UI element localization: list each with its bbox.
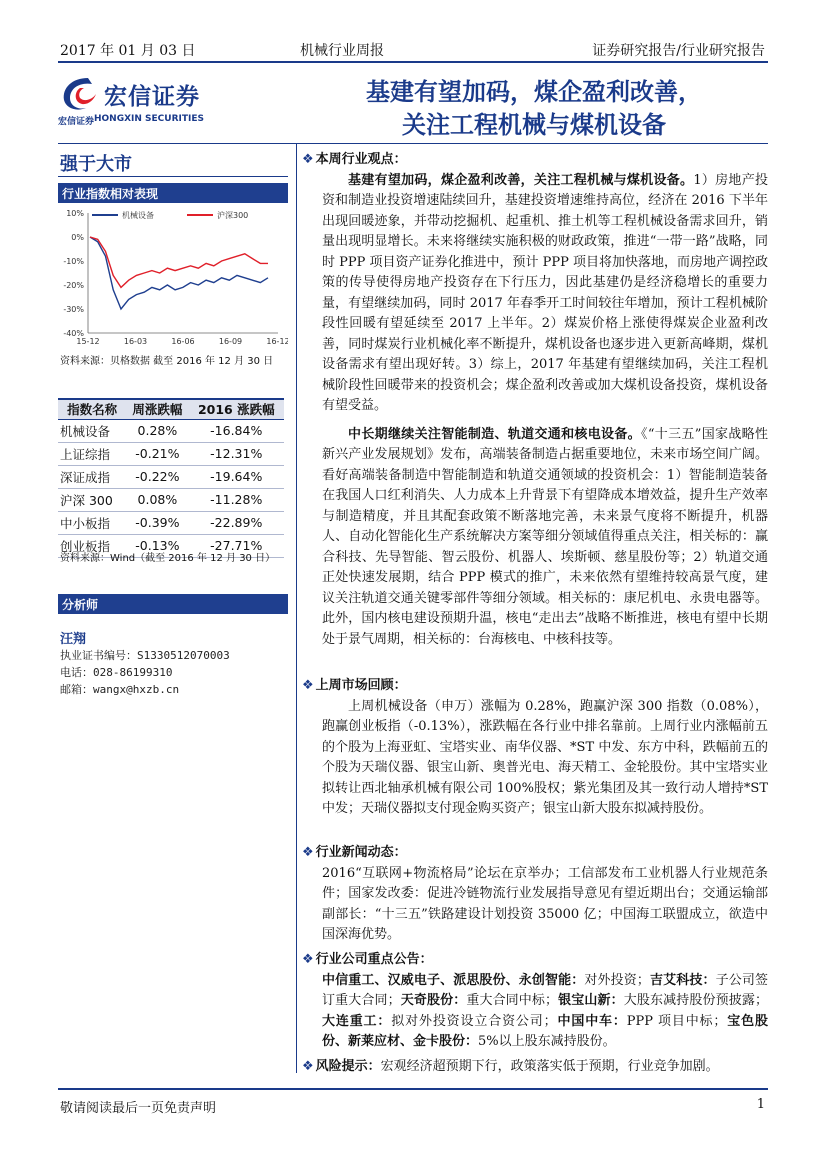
section-company-announcements [302,950,768,1053]
risk-line: ❖ 风险提示：宏观经济超预期下行，政策落实低于预期，行业竞争加剧。 [302,1059,719,1074]
table-row [58,465,284,488]
col-header: 2016 涨跌幅 [189,399,284,419]
y-tick-label: -30% [63,305,84,314]
cell-year: -19.64% [189,465,284,488]
section-weekly-view [302,150,768,650]
cell-name: 上证综指 [58,442,126,465]
col-header: 周涨跌幅 [126,399,188,419]
cell-week: -0.39% [126,511,188,534]
cell-year: -16.84% [189,419,284,442]
risk-text: 宏观经济超预期下行，政策落实低于预期，行业竞争加剧。 [380,1059,719,1074]
analyst-email[interactable]: 邮箱：wangx@hxzb.cn [60,683,180,696]
table-row [58,488,284,511]
logo-sub-en: HONGXIN SECURITIES [94,114,204,124]
table-source: 资料来源：Wind（截至 2016 年 12 月 30 日） [60,553,276,564]
cell-name: 沪深 300 [58,488,126,511]
logo-text: 宏信证券 [104,84,200,110]
section-risk [302,1057,768,1078]
section-heading: ❖ 本周行业观点： [302,152,407,167]
perf-table-header [58,399,284,419]
index-chart [58,205,288,350]
logo-sub-cn: 宏信证券 [58,117,95,127]
cell-year: -27.71% [189,534,284,557]
report-title [300,76,768,142]
x-tick-label: 16-06 [171,337,195,346]
analyst-section-header: 分析师 [58,594,288,614]
table-row [58,419,284,442]
report-category: 证券研究报告/行业研究报告 [592,43,765,59]
cell-name: 中小板指 [58,511,126,534]
chart-source: 资料来源：贝格数据 截至 2016 年 12 月 30 日 [60,356,274,367]
company-logo [58,74,238,128]
x-tick-label: 16-03 [123,337,148,346]
title-line-1: 基建有望加码，煤企盈利改善， [366,78,702,106]
top-divider [58,143,768,144]
cell-week: -0.22% [126,465,188,488]
header-divider [58,61,768,63]
analyst-phone: 电话：028-86199310 [60,666,173,679]
cell-week: -0.21% [126,442,188,465]
report-type: 机械行业周报 [300,43,384,59]
y-tick-label: -10% [63,257,84,266]
logo-mark-icon [58,74,104,114]
col-header: 指数名称 [58,399,126,419]
cell-week: 0.28% [126,419,188,442]
weekly-view-paragraph-1: 基建有望加码，煤企盈利改善，关注工程机械与煤机设备。1）房地产投资和制造业投资增速陆续回升，基建投资增速维持高位，经济在 2016 下半年出现回暖迹象，并带动挖掘机、起重机、推土机等工程机械设备需求回升，销量出现明显增长。未来将继续实施积极的财政政策，推进“一带一路”战略，同时 PPP 项目资产证券化推进中，预计 PPP 项目将加快落地，而房地产调控政策的传导使得房地产投资存在下行压力，因此基建仍是经济稳增长的重要力量，有望继续加码，同时 2017 年春季开工时间较往年增加，预计工程机械阶段性回暖有望延续至 2017 上半年。2）煤炭价格上涨使得煤炭企业盈利改善，同时煤炭行业机械化率不断提升，煤机设备也逐步进入更新高峰期，煤机设备需求有望出现好转。3）综上，2017 年基建有望继续加码，关注工程机械阶段性回暖带来的投资机会；煤企盈利改善或加大煤机设备投资，煤机设备有望受益。 [322,172,769,413]
cell-name: 深证成指 [58,465,126,488]
series-line-hs300 [90,237,268,287]
series-line-machinery [90,237,268,309]
index-chart-svg [58,205,288,350]
rating-underline [58,176,288,177]
table-row [58,442,284,465]
y-tick-label: -40% [63,329,84,338]
cell-year: -11.28% [189,488,284,511]
industry-rating: 强于大市 [60,154,132,175]
cell-week: 0.08% [126,488,188,511]
section-market-review [302,676,768,820]
index-section-header: 行业指数相对表现 [58,183,288,203]
industry-news-paragraph: 2016“互联网+物流格局”论坛在京举办；工信部发布工业机器人行业规范条件；国家发改委：促进冷链物流行业发展指导意见有望近期出台；交通运输部副部长：“十三五”铁路建设计划投资 35000 亿；中国海工联盟成立，欲造中国深海优势。 [322,865,768,942]
announcements-paragraph: 中信重工、汉威电子、派思股份、永创智能：对外投资；吉艾科技：子公司签订重大合同；天奇股份：重大合同中标；银宝山新：大股东减持股份预披露；大连重工：拟对外投资设立合资公司；中国中车：PPP 项目中标；宝色股份、新莱应材、金卡股份：5%以上股东减持股份。 [322,972,768,1049]
diamond-bullet-icon: ❖ [302,1059,314,1074]
y-tick-label: 0% [71,233,84,242]
section-industry-news [302,843,768,946]
y-tick-label: 10% [66,209,84,218]
x-tick-label: 15-12 [76,337,100,346]
diamond-bullet-icon: ❖ [302,678,314,693]
footer-divider [58,1088,768,1090]
cell-name: 机械设备 [58,419,126,442]
section-heading: ❖ 行业新闻动态： [302,845,407,860]
x-tick-label: 16-12 [266,337,288,346]
legend-label: 机械设备 [122,211,154,220]
footer-disclaimer[interactable]: 敬请阅读最后一页免责声明 [60,1101,217,1116]
section-heading: ❖ 上周市场回顾： [302,678,407,693]
analyst-license: 执业证书编号：S1330512070003 [60,649,230,662]
legend-label: 沪深300 [217,211,249,220]
report-date: 2017 年 01 月 03 日 [60,43,196,59]
weekly-view-paragraph-2: 中长期继续关注智能制造、轨道交通和核电设备。《“十三五”国家战略性新兴产业发展规划》发布，高端装备制造占据重要地位，未来市场空间广阔。看好高端装备制造中智能制造和轨道交通领域的投资机会：1）智能制造装备在我国人口红利消失、人力成本上升背景下有望降成本增效益，提升生产效率与制造精度，并且其配套政策不断落地完善，未来景气度将不断提升，机器人、自动化智能化生产系统解决方案等细分领域值得重点关注，相关标的：赢合科技、先导智能、智云股份、机器人、埃斯顿、慈星股份等；2）轨道交通正处快速发展期，结合 PPP 模式的推广，未来依然有望维持较高景气度，建议关注轨道交通关键零部件等细分领域。相关标的：康尼机电、永贵电器等。此外，国内核电建设预期升温，核电“走出去”战略不断推进，核电有望中长期处于景气周期，相关标的：台海核电、中核科技等。 [322,426,768,647]
analyst-name: 汪翔 [60,632,87,647]
table-row [58,511,284,534]
title-line-2: 关注工程机械与煤机设备 [402,111,666,139]
page-number: 1 [756,1097,765,1112]
perf-table [58,398,284,558]
cell-week: -0.13% [126,534,188,557]
x-tick-label: 16-09 [218,337,243,346]
section-heading: ❖ 行业公司重点公告： [302,952,433,967]
column-divider [296,143,297,1073]
cell-name: 创业板指 [58,534,126,557]
y-tick-label: -20% [63,281,84,290]
diamond-bullet-icon: ❖ [302,152,314,167]
market-review-paragraph: 上周机械设备（申万）涨幅为 0.28%，跑赢沪深 300 指数（0.08%），跑赢创业板指（-0.13%），涨跌幅在各行业中排名靠前。上周行业内涨幅前五的个股为上海亚虹、宝塔实业、南华仪器、*ST 中发、东方中科，跌幅前五的个股为天瑞仪器、银宝山新、奥普光电、海天精工、金轮股份。其中宝塔实业拟转让西北轴承机械有限公司 100%股权；紫光集团及其一致行动人增持*ST 中发；天瑞仪器拟支付现金购买资产；银宝山新大股东拟减持股份。 [322,698,768,816]
diamond-bullet-icon: ❖ [302,845,314,860]
cell-year: -22.89% [189,511,284,534]
diamond-bullet-icon: ❖ [302,952,314,967]
cell-year: -12.31% [189,442,284,465]
